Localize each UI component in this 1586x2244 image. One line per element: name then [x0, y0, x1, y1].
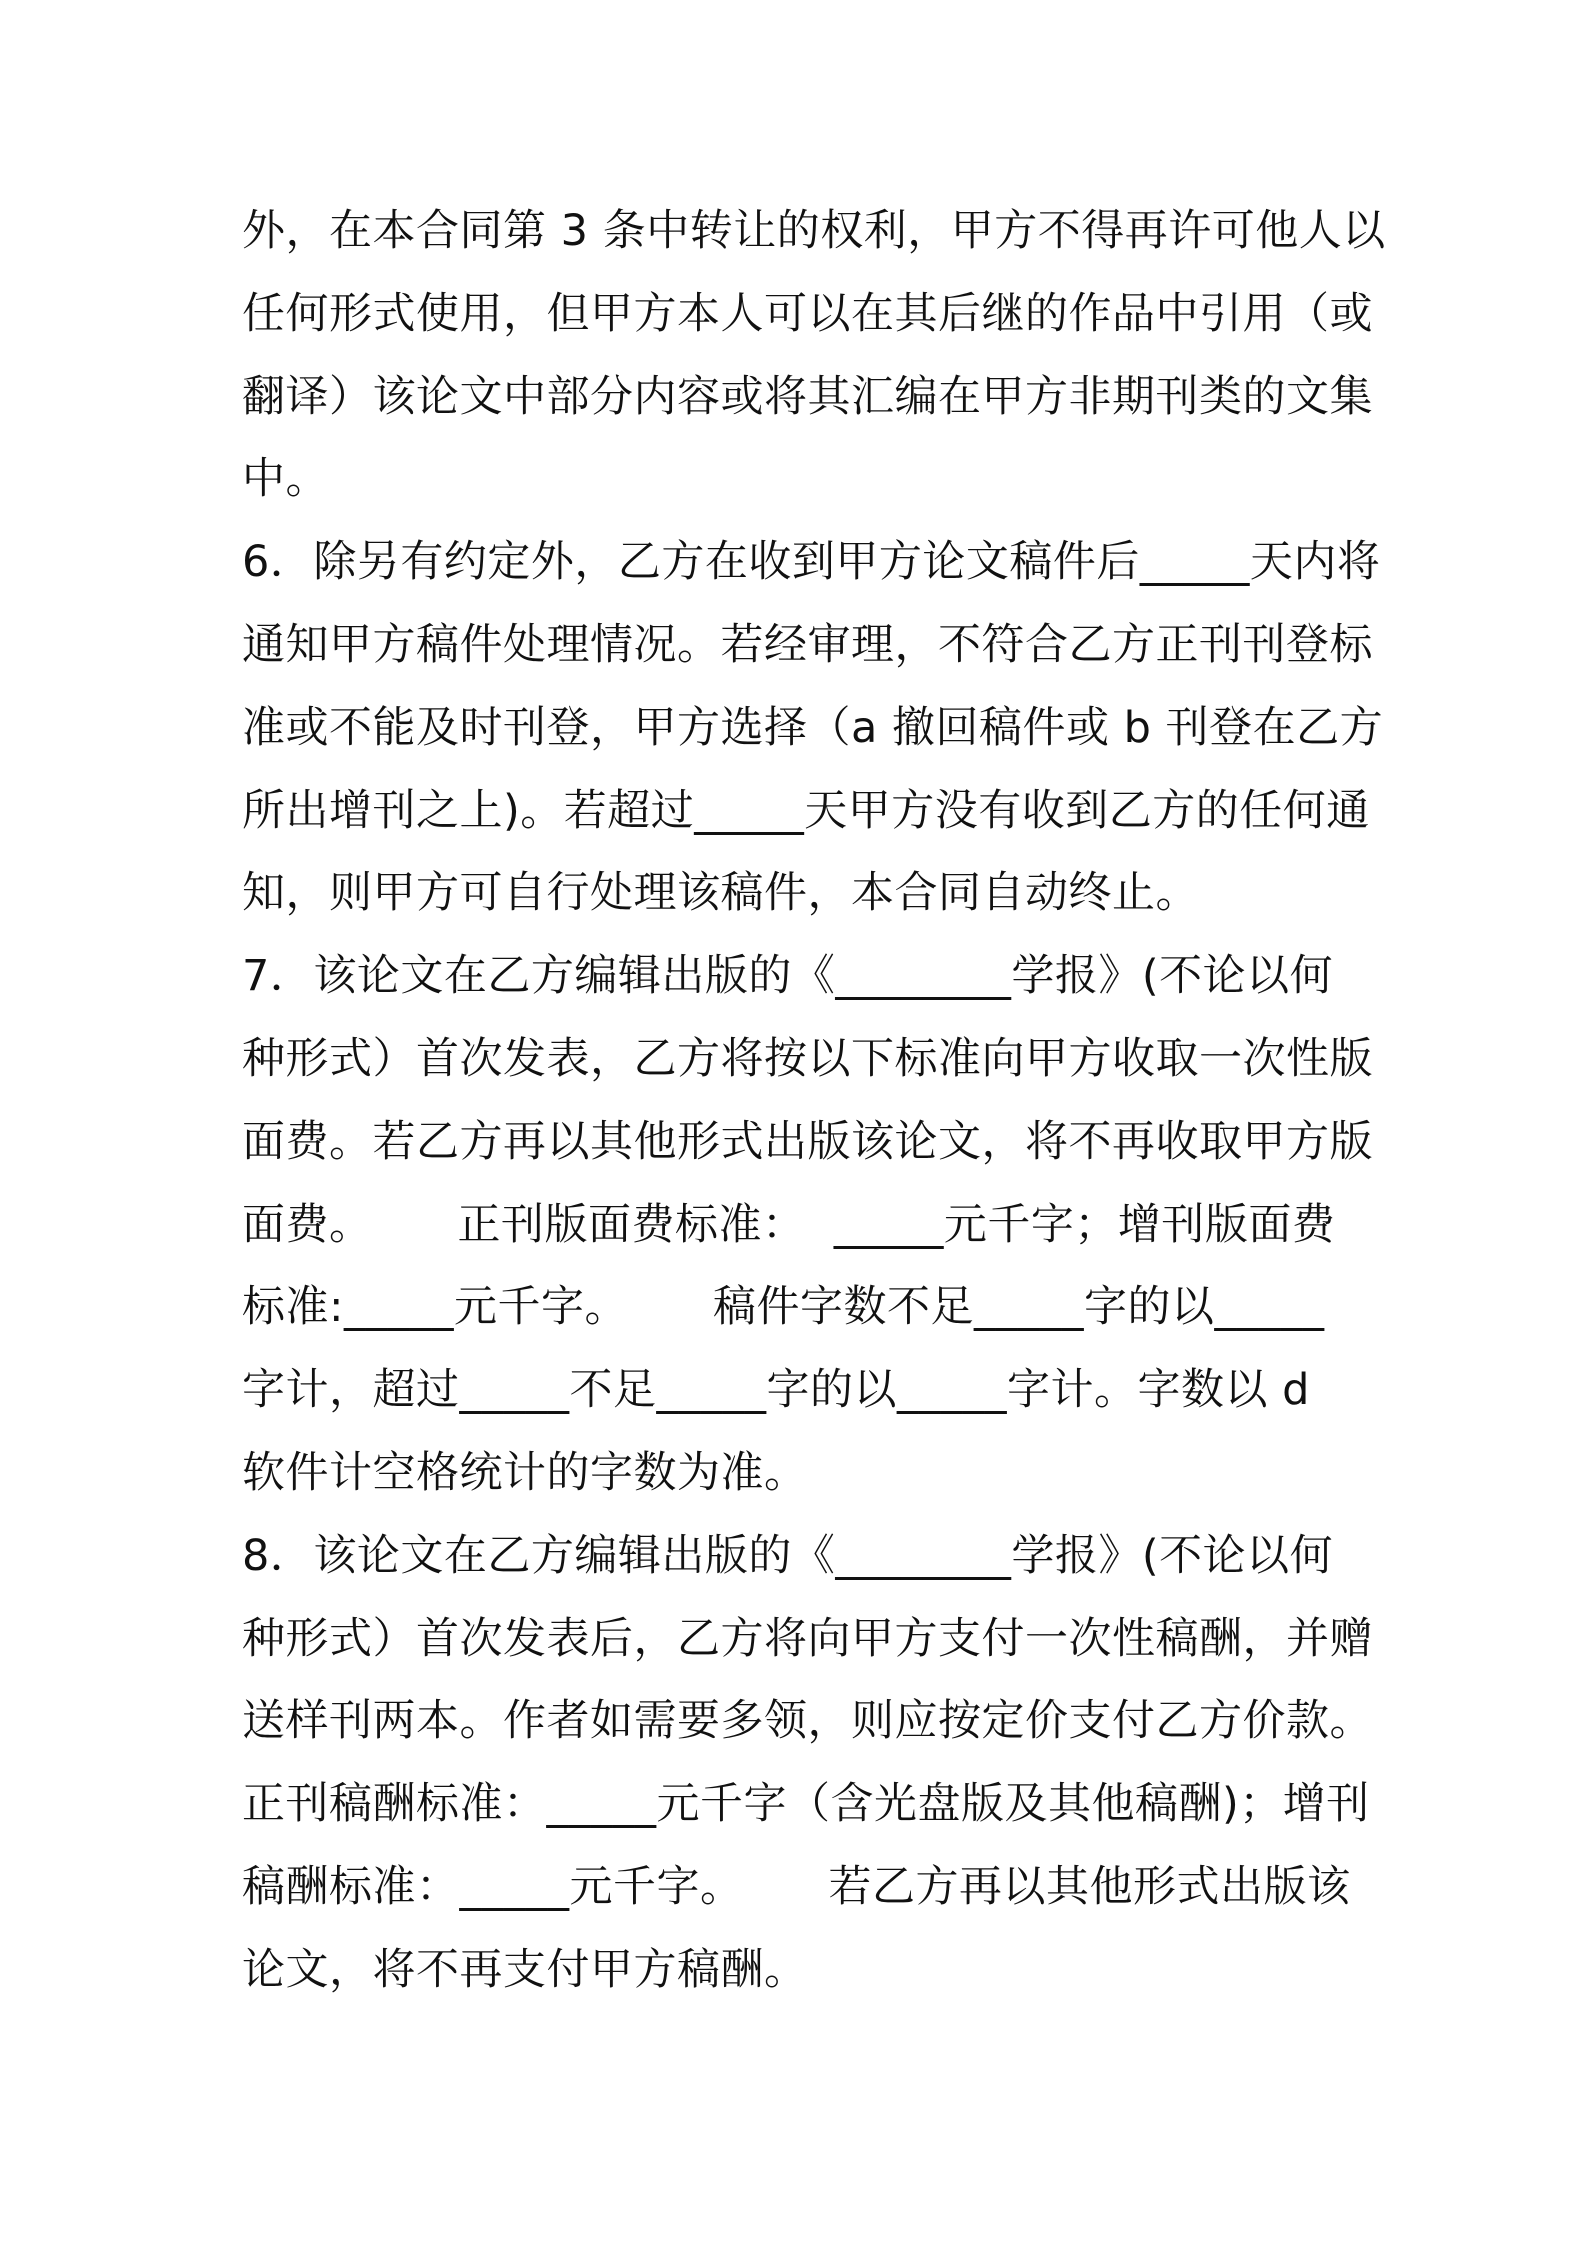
text-line-1: 外，在本合同第 3 条中转让的权利，甲方不得再许可他人以	[242, 206, 1386, 256]
contract-body	[242, 190, 1386, 2012]
clause-7-line-4: 面费。 正刊版面费标准： _____元千字；增刊版面费	[242, 1199, 1336, 1250]
clause-7-line-1: 7．该论文在乙方编辑出版的《________学报》(不论以何	[242, 951, 1334, 1002]
clause-6-line-5: 知，则甲方可自行处理该稿件，本合同自动终止。	[242, 868, 1199, 919]
clause-6-line-4: 所出增刊之上)。若超过_____天甲方没有收到乙方的任何通	[242, 785, 1370, 836]
text-line-2: 任何形式使用，但甲方本人可以在其后继的作品中引用（或	[242, 288, 1373, 339]
clause-7-line-6: 字计，超过_____不足_____字的以_____字计。字数以 d	[242, 1365, 1310, 1416]
clause-8-line-1: 8．该论文在乙方编辑出版的《________学报》(不论以何	[242, 1530, 1334, 1581]
clause-8-line-5: 稿酬标准：_____元千字。 若乙方再以其他形式出版该	[242, 1861, 1351, 1912]
clause-6-line-3: 准或不能及时刊登，甲方选择（a 撤回稿件或 b 刊登在乙方	[242, 702, 1384, 753]
clause-7-line-2: 种形式）首次发表，乙方将按以下标准向甲方收取一次性版	[242, 1033, 1373, 1084]
text-line-4: 中。	[242, 454, 329, 505]
text-line-3: 翻译）该论文中部分内容或将其汇编在甲方非期刊类的文集	[242, 371, 1373, 422]
clause-8-line-3: 送样刊两本。作者如需要多领，则应按定价支付乙方价款。	[242, 1696, 1373, 1747]
clause-6-line-1: 6．除另有约定外，乙方在收到甲方论文稿件后_____天内将	[242, 537, 1381, 588]
clause-7-line-7: 软件计空格统计的字数为准。	[242, 1447, 808, 1498]
clause-8-line-4: 正刊稿酬标准：_____元千字（含光盘版及其他稿酬)；增刊	[242, 1779, 1370, 1830]
clause-8-line-2: 种形式）首次发表后，乙方将向甲方支付一次性稿酬，并赠	[242, 1613, 1373, 1664]
clause-7-line-3: 面费。若乙方再以其他形式出版该论文，将不再收取甲方版	[242, 1116, 1373, 1167]
clause-8-line-6: 论文，将不再支付甲方稿酬。	[242, 1944, 808, 1995]
clause-7-line-5: 标准:_____元千字。 稿件字数不足_____字的以_____	[242, 1282, 1325, 1333]
clause-6-line-2: 通知甲方稿件处理情况。若经审理，不符合乙方正刊刊登标	[242, 619, 1373, 670]
